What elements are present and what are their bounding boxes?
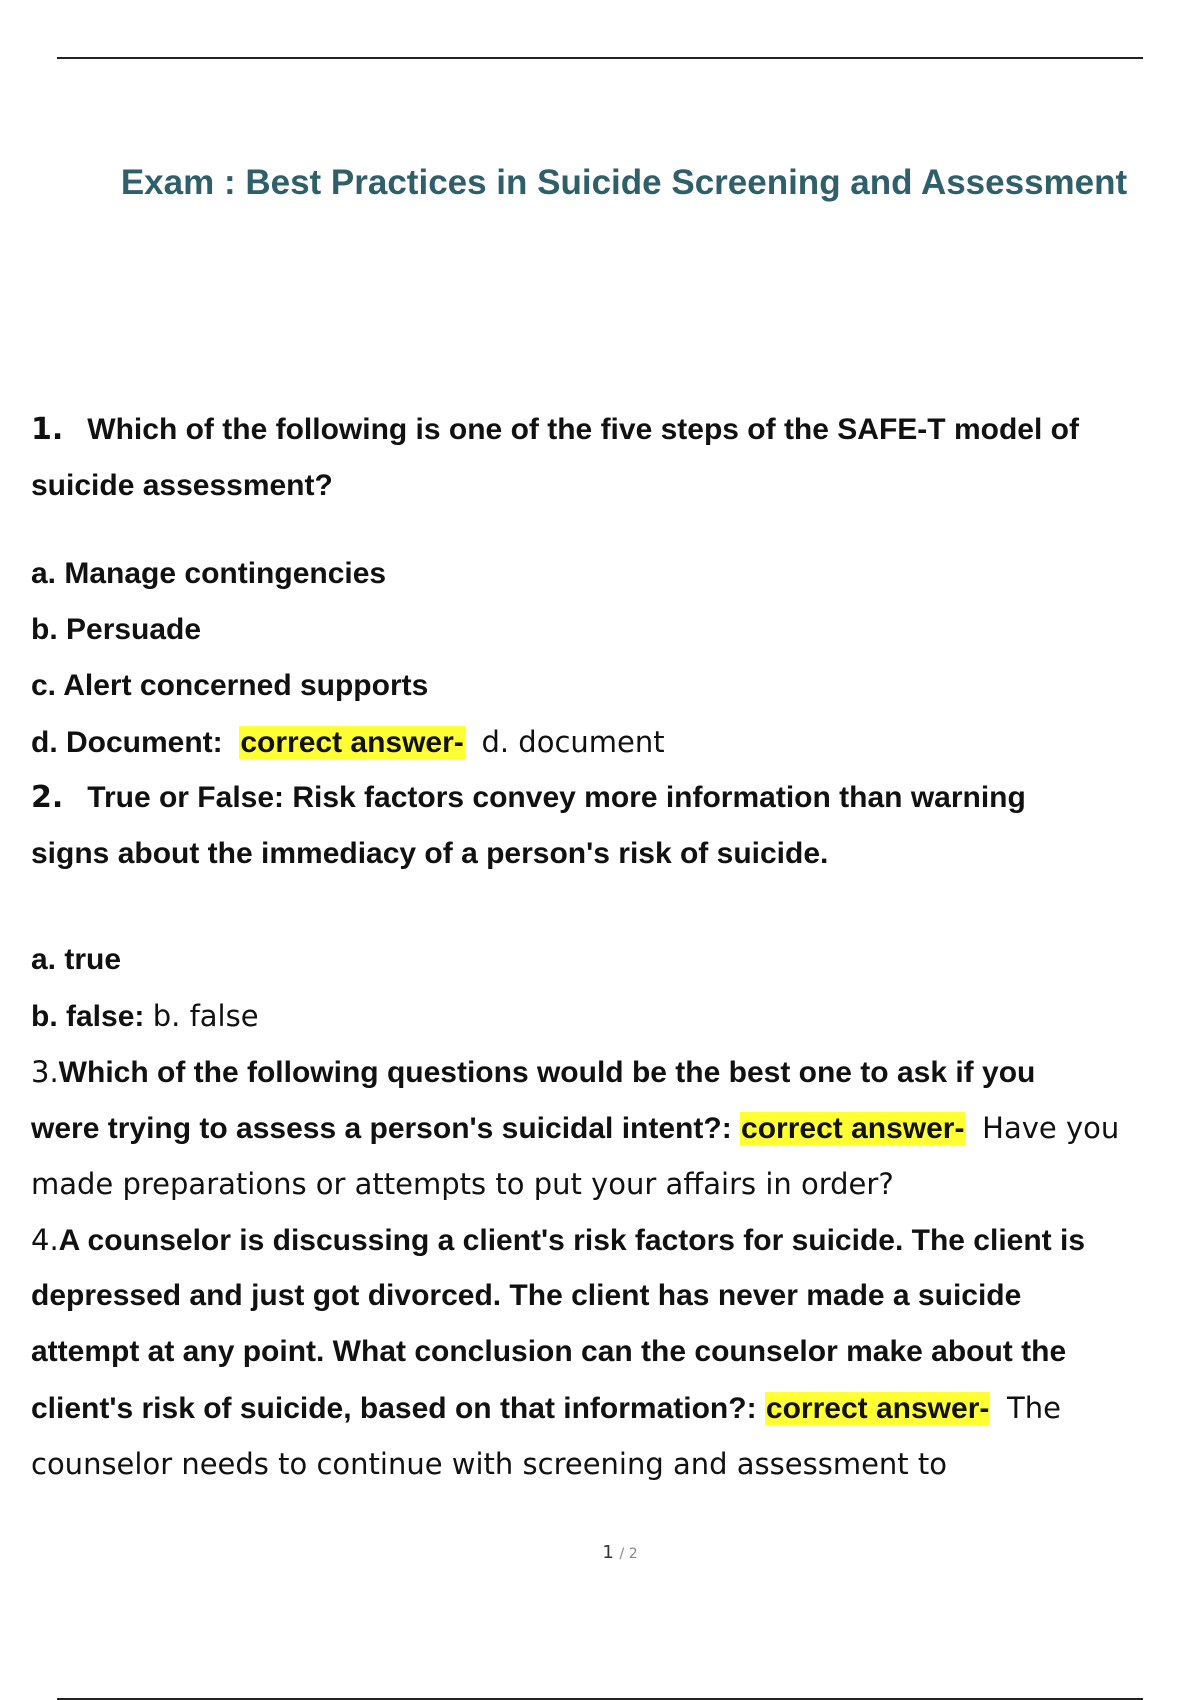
question-4-line-2 [31,1268,1191,1324]
question-4-line-1 [31,1212,1191,1268]
question-3-answer-2: made preparations or attempts to put your affairs in order? [31,1167,894,1201]
question-3-text-2: were trying to assess a person's suicidal intent?: [31,1112,732,1145]
question-4-number: 4. [31,1223,59,1257]
question-4-text-3: attempt at any point. What conclusion can the counselor make about the [31,1335,1067,1368]
question-4-line-5 [31,1436,1191,1492]
question-2-line-1 [31,770,1191,826]
question-1-answer: d. document [481,725,665,759]
question-1-option-c: c. Alert concerned supports [31,669,429,702]
question-1-option-d [31,714,1191,770]
question-4-text-4: client's risk of suicide, based on that information?: [31,1392,757,1425]
question-2-option-a: a. true [31,943,122,976]
question-1-answer-highlight: correct answer- [240,726,464,759]
question-2-number: 2. [31,780,64,815]
question-4-text-1: A counselor is discussing a client's risk factors for suicide. The client is [58,1224,1086,1257]
question-2-line-2 [31,826,1191,882]
question-4-answer-2: counselor needs to continue with screening and assessment to [31,1447,947,1481]
question-3-number: 3. [31,1055,59,1089]
question-3-text-1: Which of the following questions would be the best one to ask if you [58,1056,1036,1089]
question-2-text-2: signs about the immediacy of a person's risk of suicide. [31,837,829,870]
question-3-line-3 [31,1156,1191,1212]
question-1-option-a: a. Manage contingencies [31,557,387,590]
exam-content [31,402,1191,1492]
question-2-text-1: True or False: Risk factors convey more information than warning [87,781,1026,814]
question-1-line-2 [31,458,1191,514]
question-4-text-2: depressed and just got divorced. The client has never made a suicide [31,1279,1022,1312]
question-2-option-b-label: b. false: [31,1000,145,1033]
page-current: 1 [602,1542,614,1563]
question-4-line-4 [31,1380,1191,1436]
question-2-answer: b. false [152,999,259,1033]
page-indicator [0,1542,1200,1563]
question-1-text-1: Which of the following is one of the five steps of the SAFE-T model of [87,413,1079,446]
question-1-line-1 [31,402,1191,458]
question-4-line-3 [31,1324,1191,1380]
question-3-line-1 [31,1044,1191,1100]
question-1-text-2: suicide assessment? [31,469,333,502]
document-title: Exam : Best Practices in Suicide Screening and Assessment [120,163,1128,202]
question-4-answer-1: The [1007,1391,1061,1425]
page-total: / 2 [619,1546,638,1562]
question-1-option-b: b. Persuade [31,613,202,646]
question-3-answer-highlight: correct answer- [741,1112,965,1145]
question-3-line-2 [31,1100,1191,1156]
question-1-number: 1. [31,412,64,447]
question-2-option-b [31,988,1191,1044]
top-rule [57,57,1143,59]
question-1-option-d-label: d. Document: [31,726,223,759]
question-4-answer-highlight: correct answer- [765,1392,990,1425]
question-3-answer-1: Have you [982,1111,1120,1145]
